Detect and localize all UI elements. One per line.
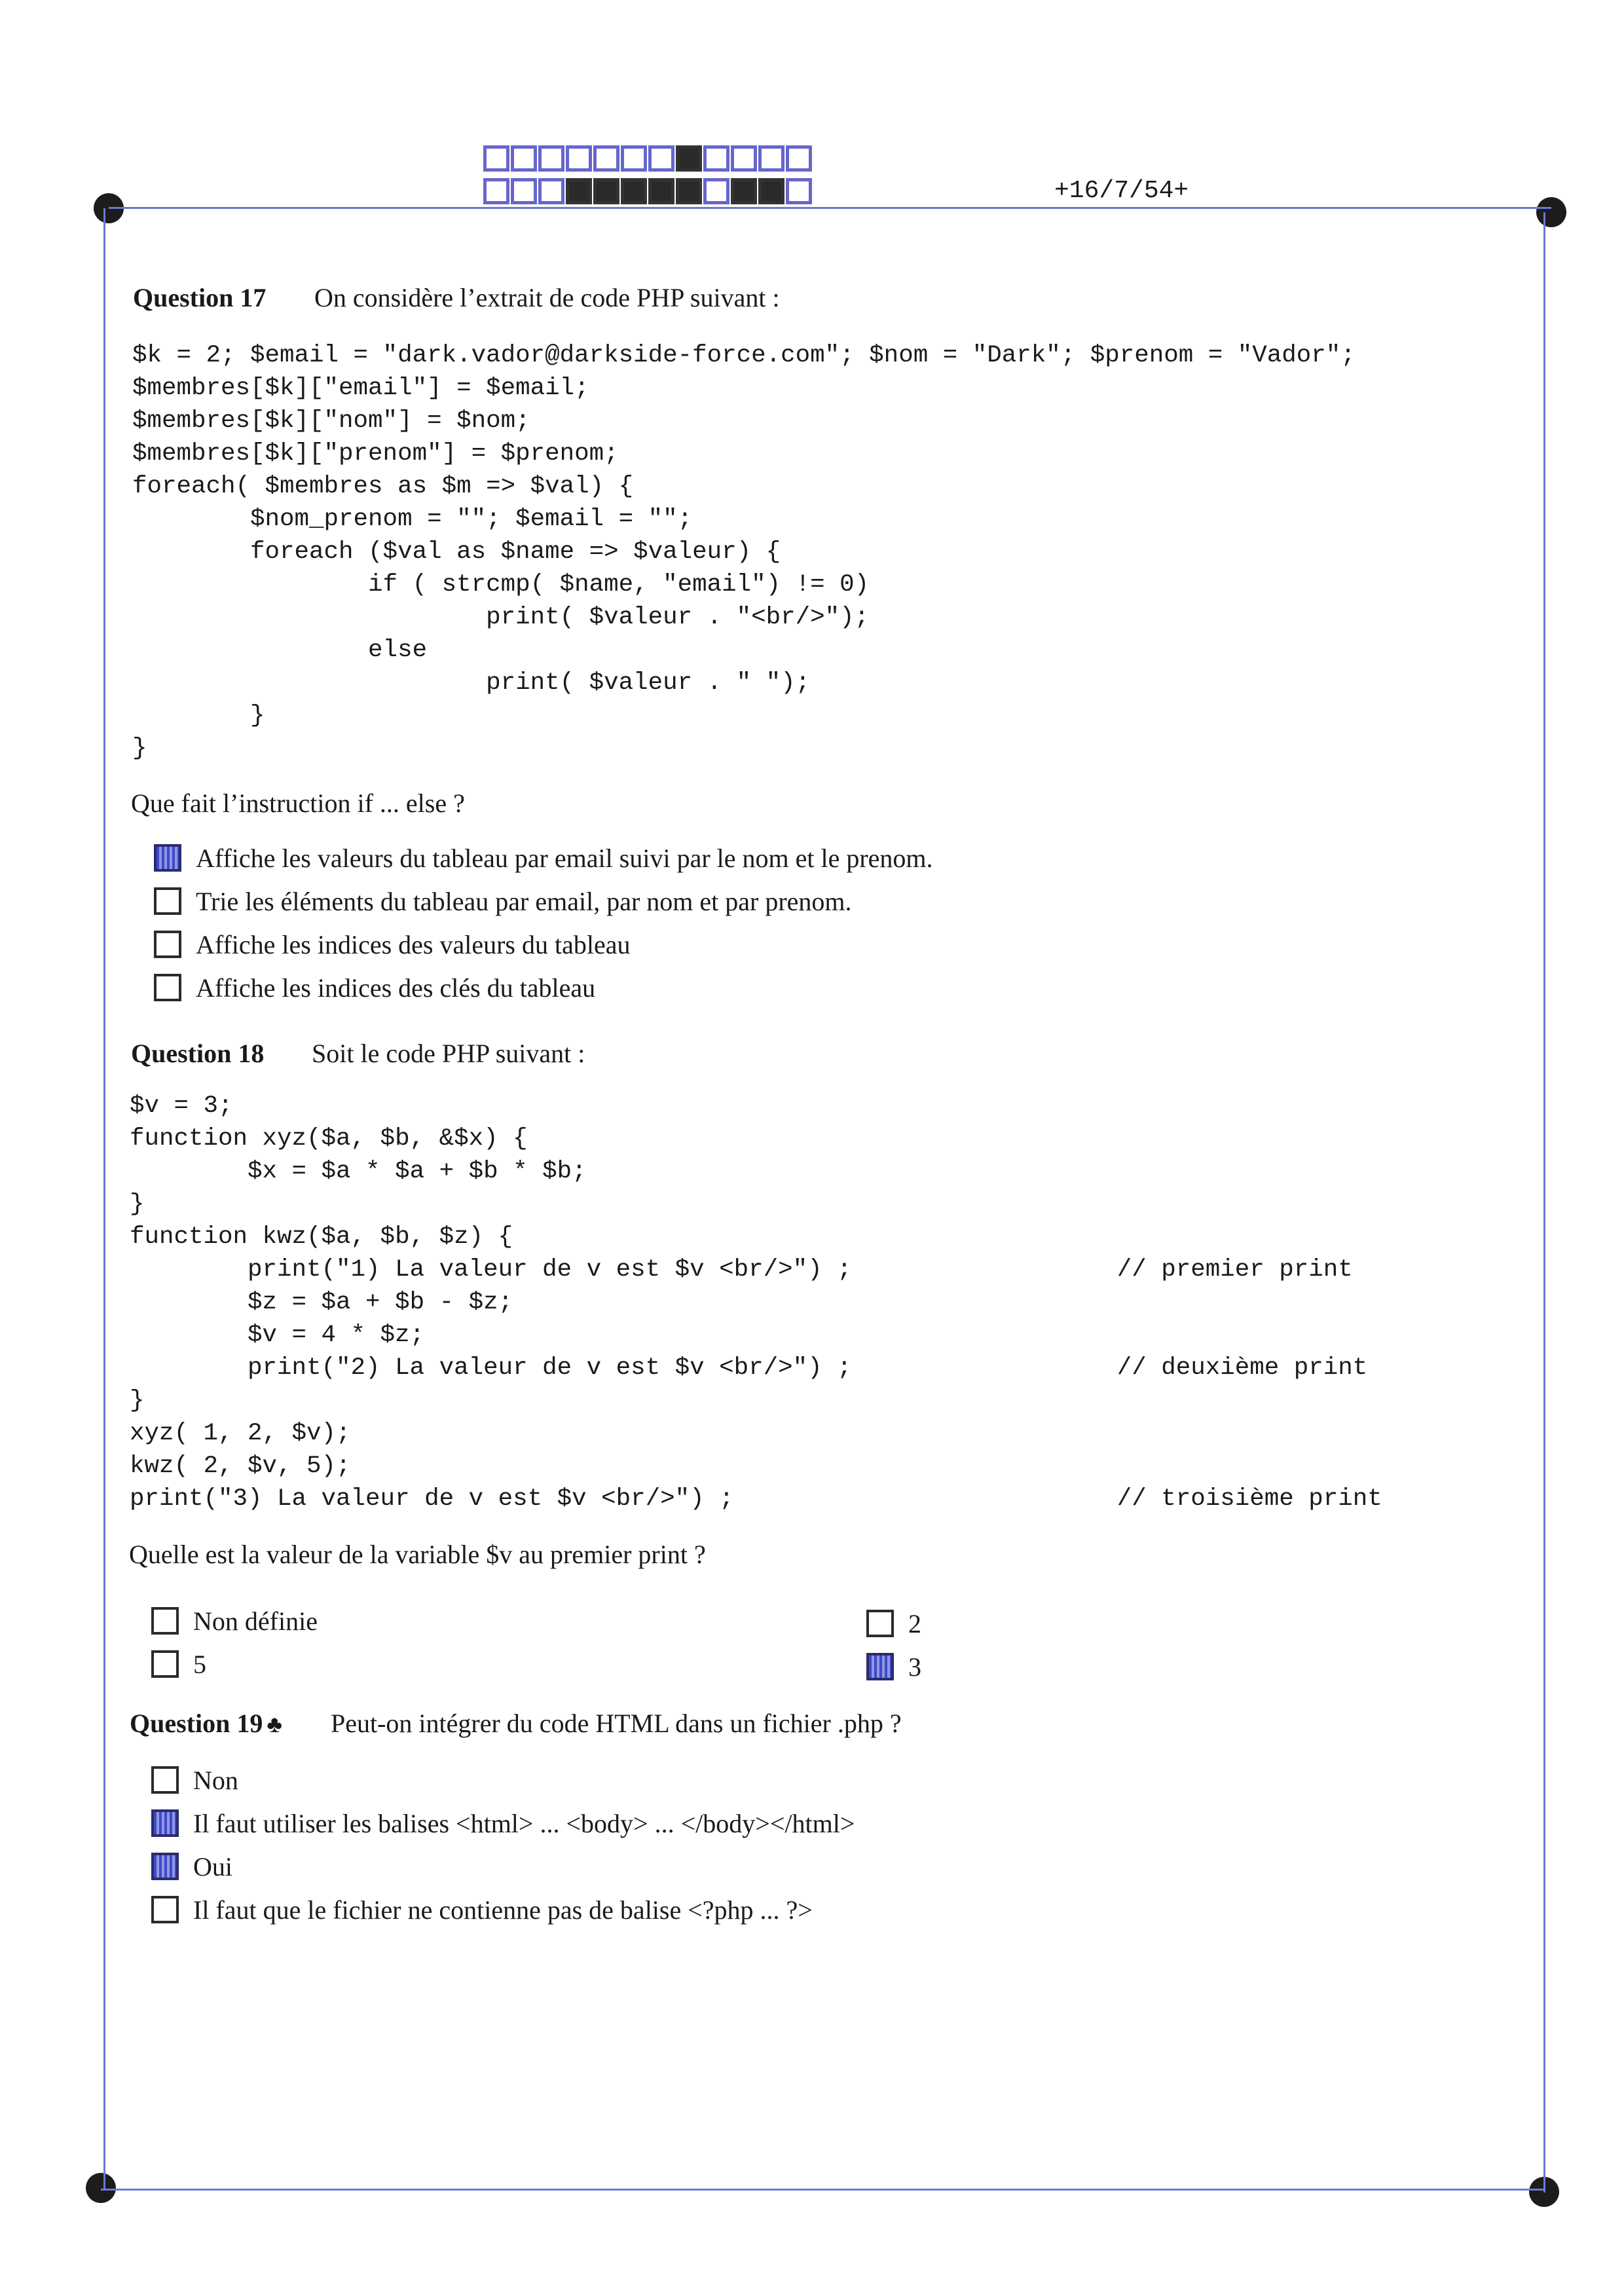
question-17-header	[133, 282, 780, 313]
q17-option-2[interactable]	[154, 884, 852, 918]
option-label: 3	[908, 1652, 921, 1682]
checkbox-checked[interactable]	[151, 1853, 179, 1880]
q19-option-2[interactable]	[151, 1806, 855, 1840]
question-number: Question 17	[133, 283, 267, 312]
question-text: On considère l’extrait de code PHP suivant :	[314, 283, 780, 312]
option-label: Il faut que le fichier ne contienne pas de balise <?php ... ?>	[193, 1895, 813, 1925]
option-label: Il faut utiliser les balises <html> ... <body> ... </body></html>	[193, 1808, 855, 1838]
frame-left-line	[103, 208, 105, 2189]
option-label: 5	[193, 1649, 206, 1679]
option-label: Oui	[193, 1851, 232, 1881]
checkbox-checked[interactable]	[154, 844, 181, 872]
checkbox[interactable]	[151, 1896, 179, 1923]
option-label: 2	[908, 1608, 921, 1639]
checkbox-checked[interactable]	[151, 1809, 179, 1837]
q18-option-1[interactable]	[151, 1604, 318, 1638]
frame-right-line	[1543, 212, 1545, 2193]
question-text: Peut-on intégrer du code HTML dans un fichier .php ?	[331, 1709, 902, 1738]
checkbox[interactable]	[154, 887, 181, 915]
q19-option-3[interactable]	[151, 1849, 232, 1883]
option-label: Trie les éléments du tableau par email, par nom et par prenom.	[196, 886, 852, 916]
q17-option-1[interactable]	[154, 841, 933, 875]
corner-mark-top-right	[1536, 197, 1566, 227]
question-text: Soit le code PHP suivant :	[312, 1039, 585, 1068]
question-number: Question 19	[130, 1709, 263, 1738]
q18-option-2[interactable]	[151, 1647, 206, 1681]
question-19-header	[130, 1708, 902, 1739]
option-label: Affiche les valeurs du tableau par email suivi par le nom et le prenom.	[196, 843, 933, 873]
q18-prompt: Quelle est la valeur de la variable $v au premier print ?	[129, 1540, 706, 1569]
q17-option-4[interactable]	[154, 971, 595, 1005]
checkbox[interactable]	[866, 1610, 894, 1637]
q17-prompt: Que fait l’instruction if ... else ?	[131, 788, 465, 818]
option-label: Affiche les indices des valeurs du tableau	[196, 929, 631, 959]
checkbox[interactable]	[151, 1650, 179, 1678]
q19-option-1[interactable]	[151, 1763, 238, 1797]
q18-code-block: $v = 3; function xyz($a, $b, &$x) { $x = $a * $a + $b * $b; } function kwz($a, $b, $z) { print("1) La valeur de v est $v <br/>") ; // premier print $z = $a + $b - $z; $v = 4 * $z; print("2) La valeur de v est $v <br/>") ; // deuxième print } xyz( 1, 2, $v); kwz( 2, $v, 5); print("3) La valeur de v est $v <br/>") ; // troisième print	[130, 1092, 1382, 1513]
q19-option-4[interactable]	[151, 1893, 813, 1927]
q17-option-3[interactable]	[154, 927, 630, 961]
corner-mark-bottom-left	[86, 2173, 116, 2203]
checkbox[interactable]	[151, 1607, 179, 1635]
question-18-header	[131, 1038, 585, 1069]
page-id: +16/7/54+	[1054, 177, 1189, 205]
q18-option-3[interactable]	[866, 1606, 921, 1640]
checkbox-checked[interactable]	[866, 1653, 894, 1680]
checkbox[interactable]	[154, 931, 181, 958]
option-label: Non	[193, 1765, 238, 1795]
frame-bottom-line	[101, 2189, 1544, 2191]
checkbox[interactable]	[154, 974, 181, 1001]
q18-option-4[interactable]	[866, 1650, 921, 1684]
club-icon: ♣	[267, 1711, 282, 1737]
question-number: Question 18	[131, 1039, 265, 1068]
frame-top-line	[109, 207, 1551, 209]
option-label: Non définie	[193, 1606, 318, 1636]
q17-code-block: $k = 2; $email = "dark.vador@darkside-force.com"; $nom = "Dark"; $prenom = "Vador"; $membres[$k]["email"] = $email; $membres[$k]["nom"] = $nom; $membres[$k]["prenom"] = $prenom; foreach( $membres as $m => $val) { $nom_prenom = ""; $email = ""; foreach ($val as $name => $valeur) { if ( strcmp( $name, "email") != 0) print( $valeur . "<br/>"); else print( $valeur . " "); } }	[132, 342, 1356, 762]
option-label: Affiche les indices des clés du tableau	[196, 972, 596, 1003]
checkbox[interactable]	[151, 1766, 179, 1794]
